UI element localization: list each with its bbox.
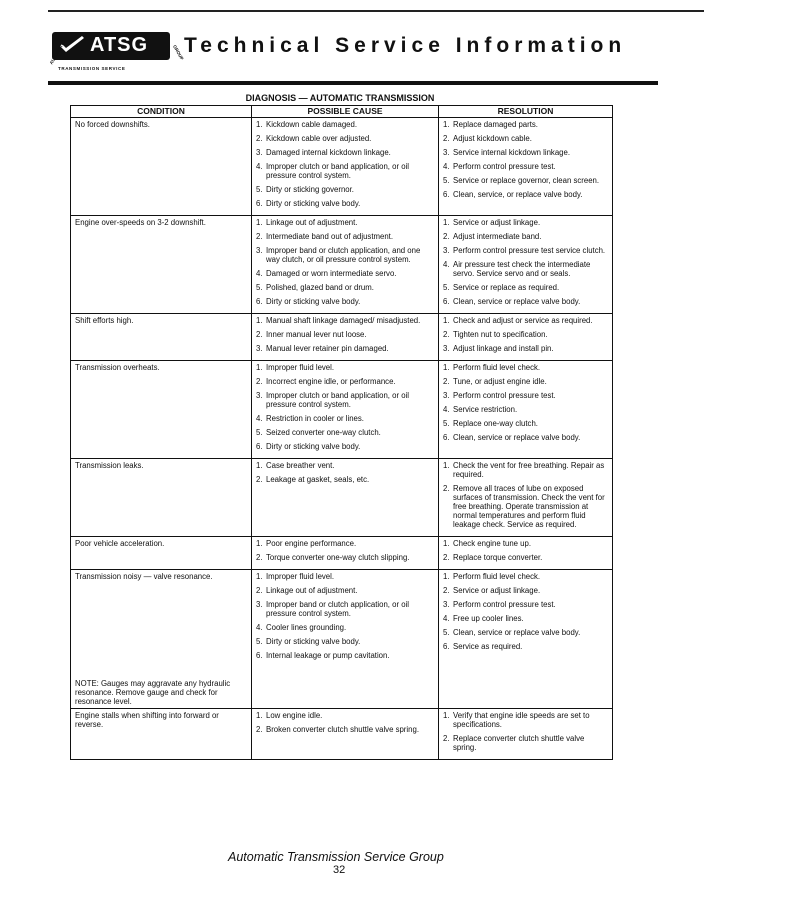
item-text: Service or adjust linkage.	[453, 586, 541, 595]
resolution-item	[443, 586, 608, 595]
item-text: Inner manual lever nut loose.	[266, 330, 367, 339]
item-number: 1.	[443, 461, 450, 470]
cause-item	[256, 651, 434, 660]
item-number: 1.	[443, 539, 450, 548]
resolution-item	[443, 232, 608, 241]
resolution-item	[443, 363, 608, 372]
item-number: 3.	[256, 391, 263, 400]
header-top-rule	[48, 10, 704, 12]
item-text: Broken converter clutch shuttle valve spring.	[266, 725, 419, 734]
resolution-item	[443, 218, 608, 227]
cause-item	[256, 623, 434, 632]
cause-item	[256, 553, 434, 562]
cause-item	[256, 316, 434, 325]
item-number: 1.	[443, 363, 450, 372]
resolution-cell	[439, 709, 613, 760]
item-text: Replace converter clutch shuttle valve spring.	[453, 734, 585, 752]
resolution-item	[443, 391, 608, 400]
item-text: Poor engine performance.	[266, 539, 357, 548]
item-number: 1.	[443, 711, 450, 720]
item-text: Tune, or adjust engine idle.	[453, 377, 547, 386]
resolution-item	[443, 433, 608, 442]
cause-item	[256, 269, 434, 278]
resolution-item	[443, 484, 608, 529]
item-number: 2.	[443, 484, 450, 493]
item-text: Incorrect engine idle, or performance.	[266, 377, 396, 386]
item-text: Clean, service or replace valve body.	[453, 433, 581, 442]
possible-cause-cell	[252, 361, 439, 459]
cause-item	[256, 232, 434, 241]
resolution-item	[443, 642, 608, 651]
item-text: Kickdown cable damaged.	[266, 120, 358, 129]
table-header-row	[71, 106, 613, 118]
condition-note: NOTE: Gauges may aggravate any hydraulic resonance. Remove gauge and check for resonance level.	[75, 679, 231, 706]
item-text: Improper fluid level.	[266, 572, 335, 581]
condition-text: Engine over-speeds on 3-2 downshift.	[75, 218, 206, 227]
cause-item	[256, 600, 434, 618]
possible-cause-cell	[252, 537, 439, 570]
cause-item	[256, 391, 434, 409]
item-text: Cooler lines grounding.	[266, 623, 347, 632]
resolution-cell	[439, 537, 613, 570]
item-text: Free up cooler lines.	[453, 614, 524, 623]
condition-cell	[71, 537, 252, 570]
item-number: 3.	[256, 600, 263, 609]
cause-item	[256, 283, 434, 292]
item-number: 6.	[443, 190, 450, 199]
cause-item	[256, 475, 434, 484]
item-text: Case breather vent.	[266, 461, 335, 470]
resolution-item	[443, 260, 608, 278]
resolution-item	[443, 711, 608, 729]
item-number: 5.	[256, 428, 263, 437]
logo-subtext: TRANSMISSION SERVICE	[58, 66, 126, 71]
condition-cell	[71, 216, 252, 314]
resolution-item	[443, 344, 608, 353]
resolution-item	[443, 628, 608, 637]
item-number: 4.	[256, 269, 263, 278]
resolution-item	[443, 297, 608, 306]
item-text: Kickdown cable over adjusted.	[266, 134, 372, 143]
item-text: Replace torque converter.	[453, 553, 543, 562]
item-text: Damaged internal kickdown linkage.	[266, 148, 391, 157]
condition-cell	[71, 118, 252, 216]
possible-cause-cell	[252, 314, 439, 361]
logo-side-text-right: GROUP	[171, 44, 185, 61]
resolution-item	[443, 162, 608, 171]
item-number: 1.	[256, 461, 263, 470]
item-text: Improper band or clutch application, or oil pressure control system.	[266, 600, 410, 618]
resolution-item	[443, 734, 608, 752]
cause-item	[256, 297, 434, 306]
cause-item	[256, 199, 434, 208]
item-text: Check the vent for free breathing. Repair as required.	[453, 461, 605, 479]
resolution-item	[443, 377, 608, 386]
resolution-cell	[439, 361, 613, 459]
cause-item	[256, 330, 434, 339]
item-number: 1.	[443, 316, 450, 325]
item-text: Perform fluid level check.	[453, 363, 541, 372]
resolution-item	[443, 120, 608, 129]
item-number: 5.	[256, 185, 263, 194]
item-number: 6.	[443, 297, 450, 306]
item-number: 6.	[256, 297, 263, 306]
table-body	[71, 118, 613, 760]
item-text: Dirty or sticking valve body.	[266, 199, 361, 208]
item-text: Dirty or sticking valve body.	[266, 297, 361, 306]
table-row	[71, 459, 613, 537]
item-text: Service or replace as required.	[453, 283, 560, 292]
possible-cause-cell	[252, 118, 439, 216]
item-text: Leakage at gasket, seals, etc.	[266, 475, 370, 484]
item-number: 3.	[443, 344, 450, 353]
condition-text: Transmission leaks.	[75, 461, 144, 470]
item-text: Replace damaged parts.	[453, 120, 538, 129]
item-text: Perform fluid level check.	[453, 572, 541, 581]
item-text: Internal leakage or pump cavitation.	[266, 651, 390, 660]
item-text: Replace one-way clutch.	[453, 419, 538, 428]
item-number: 1.	[443, 218, 450, 227]
item-number: 2.	[443, 586, 450, 595]
item-number: 1.	[256, 539, 263, 548]
item-text: Tighten nut to specification.	[453, 330, 548, 339]
item-number: 6.	[443, 433, 450, 442]
item-number: 6.	[256, 199, 263, 208]
page-title: Technical Service Information	[184, 34, 627, 57]
item-text: Intermediate band out of adjustment.	[266, 232, 393, 241]
item-number: 2.	[256, 475, 263, 484]
item-number: 6.	[256, 651, 263, 660]
item-number: 3.	[443, 391, 450, 400]
item-text: Service or replace governor, clean screen.	[453, 176, 600, 185]
item-number: 2.	[256, 725, 263, 734]
item-number: 6.	[443, 642, 450, 651]
item-number: 2.	[256, 553, 263, 562]
resolution-item	[443, 539, 608, 548]
item-number: 2.	[443, 553, 450, 562]
cause-item	[256, 134, 434, 143]
item-number: 4.	[256, 623, 263, 632]
item-text: Remove all traces of lube on exposed surfaces of transmission. Check the vent for free breathing. Operate transmission at normal temperatures and perform fluid leakage check. Service as required.	[453, 484, 605, 529]
resolution-item	[443, 330, 608, 339]
resolution-item	[443, 246, 608, 255]
item-text: Improper band or clutch application, and one way clutch, or oil pressure control system.	[266, 246, 421, 264]
resolution-item	[443, 600, 608, 609]
item-text: Linkage out of adjustment.	[266, 218, 358, 227]
condition-text: Shift efforts high.	[75, 316, 134, 325]
item-number: 2.	[443, 330, 450, 339]
column-header-condition: CONDITION	[71, 106, 252, 118]
possible-cause-cell	[252, 459, 439, 537]
item-number: 4.	[256, 162, 263, 171]
item-number: 3.	[256, 246, 263, 255]
item-number: 4.	[443, 405, 450, 414]
item-number: 1.	[443, 120, 450, 129]
table-row	[71, 570, 613, 709]
resolution-item	[443, 176, 608, 185]
cause-item	[256, 539, 434, 548]
item-text: Torque converter one-way clutch slipping.	[266, 553, 410, 562]
resolution-item	[443, 614, 608, 623]
cause-item	[256, 246, 434, 264]
item-text: Verify that engine idle speeds are set to specifications.	[453, 711, 590, 729]
item-number: 2.	[256, 377, 263, 386]
condition-cell	[71, 709, 252, 760]
column-header-resolution: RESOLUTION	[439, 106, 613, 118]
condition-text: No forced downshifts.	[75, 120, 150, 129]
item-number: 1.	[256, 218, 263, 227]
item-text: Seized converter one-way clutch.	[266, 428, 381, 437]
condition-cell	[71, 314, 252, 361]
resolution-item	[443, 419, 608, 428]
cause-item	[256, 363, 434, 372]
item-number: 2.	[256, 134, 263, 143]
item-number: 2.	[256, 232, 263, 241]
condition-text: Transmission overheats.	[75, 363, 160, 372]
cause-item	[256, 185, 434, 194]
possible-cause-cell	[252, 216, 439, 314]
item-number: 1.	[443, 572, 450, 581]
item-text: Perform control pressure test.	[453, 162, 556, 171]
item-number: 4.	[443, 162, 450, 171]
resolution-cell	[439, 216, 613, 314]
item-number: 1.	[256, 572, 263, 581]
item-number: 5.	[443, 419, 450, 428]
cause-item	[256, 586, 434, 595]
cause-item	[256, 414, 434, 423]
cause-item	[256, 572, 434, 581]
diagnosis-table	[70, 105, 613, 760]
cause-item	[256, 148, 434, 157]
resolution-item	[443, 134, 608, 143]
item-text: Dirty or sticking valve body.	[266, 442, 361, 451]
resolution-cell	[439, 459, 613, 537]
condition-cell	[71, 361, 252, 459]
column-header-possible-cause: POSSIBLE CAUSE	[252, 106, 439, 118]
table-row	[71, 118, 613, 216]
cause-item	[256, 344, 434, 353]
item-text: Dirty or sticking valve body.	[266, 637, 361, 646]
item-number: 3.	[443, 148, 450, 157]
possible-cause-cell	[252, 709, 439, 760]
cause-item	[256, 637, 434, 646]
cause-item	[256, 725, 434, 734]
cause-item	[256, 461, 434, 470]
item-number: 4.	[443, 260, 450, 269]
item-number: 3.	[443, 246, 450, 255]
item-text: Improper clutch or band application, or oil pressure control system.	[266, 162, 410, 180]
atsg-logo	[52, 32, 170, 60]
table-row	[71, 216, 613, 314]
item-text: Adjust kickdown cable.	[453, 134, 532, 143]
item-text: Service internal kickdown linkage.	[453, 148, 571, 157]
item-text: Clean, service or replace valve body.	[453, 628, 581, 637]
cause-item	[256, 377, 434, 386]
table-row	[71, 537, 613, 570]
item-text: Restriction in cooler or lines.	[266, 414, 364, 423]
item-text: Clean, service or replace valve body.	[453, 297, 581, 306]
item-text: Check engine tune up.	[453, 539, 532, 548]
item-text: Improper fluid level.	[266, 363, 335, 372]
item-text: Perform control pressure test.	[453, 600, 556, 609]
resolution-item	[443, 148, 608, 157]
item-text: Adjust linkage and install pin.	[453, 344, 554, 353]
cause-item	[256, 711, 434, 720]
item-text: Dirty or sticking governor.	[266, 185, 354, 194]
condition-cell	[71, 570, 252, 709]
item-number: 2.	[256, 586, 263, 595]
item-text: Clean, service, or replace valve body.	[453, 190, 583, 199]
item-number: 2.	[443, 134, 450, 143]
item-number: 2.	[443, 377, 450, 386]
item-number: 4.	[443, 614, 450, 623]
item-number: 3.	[443, 600, 450, 609]
cause-item	[256, 428, 434, 437]
item-text: Perform control pressure test service clutch.	[453, 246, 606, 255]
resolution-cell	[439, 314, 613, 361]
item-text: Linkage out of adjustment.	[266, 586, 358, 595]
logo-text: ATSG	[90, 34, 149, 56]
header-bottom-rule	[48, 81, 658, 85]
item-text: Perform control pressure test.	[453, 391, 556, 400]
item-number: 1.	[256, 316, 263, 325]
resolution-item	[443, 461, 608, 479]
item-number: 5.	[443, 283, 450, 292]
resolution-item	[443, 572, 608, 581]
resolution-item	[443, 190, 608, 199]
item-number: 2.	[443, 734, 450, 743]
condition-text: Engine stalls when shifting into forward or reverse.	[75, 711, 219, 729]
item-text: Service or adjust linkage.	[453, 218, 541, 227]
item-number: 3.	[256, 344, 263, 353]
resolution-item	[443, 316, 608, 325]
logo-side-text-left: AUTOMATIC	[48, 39, 67, 66]
item-number: 6.	[256, 442, 263, 451]
resolution-item	[443, 553, 608, 562]
cause-item	[256, 162, 434, 180]
item-number: 2.	[443, 232, 450, 241]
item-text: Improper clutch or band application, or oil pressure control system.	[266, 391, 410, 409]
table-row	[71, 361, 613, 459]
footer-text: Automatic Transmission Service Group	[228, 850, 444, 864]
item-text: Check and adjust or service as required.	[453, 316, 593, 325]
item-text: Service as required.	[453, 642, 523, 651]
item-number: 1.	[256, 120, 263, 129]
condition-text: Poor vehicle acceleration.	[75, 539, 165, 548]
item-text: Damaged or worn intermediate servo.	[266, 269, 397, 278]
item-text: Low engine idle.	[266, 711, 323, 720]
resolution-item	[443, 283, 608, 292]
resolution-item	[443, 405, 608, 414]
resolution-cell	[439, 118, 613, 216]
condition-text: Transmission noisy — valve resonance.	[75, 572, 213, 581]
cause-item	[256, 442, 434, 451]
item-text: Service restriction.	[453, 405, 518, 414]
item-number: 1.	[256, 363, 263, 372]
possible-cause-cell	[252, 570, 439, 709]
item-text: Manual shaft linkage damaged/ misadjusted.	[266, 316, 421, 325]
item-text: Air pressure test check the intermediate servo. Service servo and or seals.	[453, 260, 591, 278]
item-text: Manual lever retainer pin damaged.	[266, 344, 389, 353]
item-number: 1.	[256, 711, 263, 720]
item-number: 3.	[256, 148, 263, 157]
item-number: 5.	[443, 176, 450, 185]
table-title: DIAGNOSIS — AUTOMATIC TRANSMISSION	[245, 93, 435, 103]
item-number: 5.	[256, 283, 263, 292]
item-text: Polished, glazed band or drum.	[266, 283, 374, 292]
cause-item	[256, 218, 434, 227]
table-row	[71, 314, 613, 361]
cause-item	[256, 120, 434, 129]
item-text: Adjust intermediate band.	[453, 232, 542, 241]
resolution-cell	[439, 570, 613, 709]
page-number: 32	[333, 864, 346, 876]
item-number: 2.	[256, 330, 263, 339]
item-number: 5.	[256, 637, 263, 646]
table-row	[71, 709, 613, 760]
item-number: 5.	[443, 628, 450, 637]
condition-cell	[71, 459, 252, 537]
item-number: 4.	[256, 414, 263, 423]
